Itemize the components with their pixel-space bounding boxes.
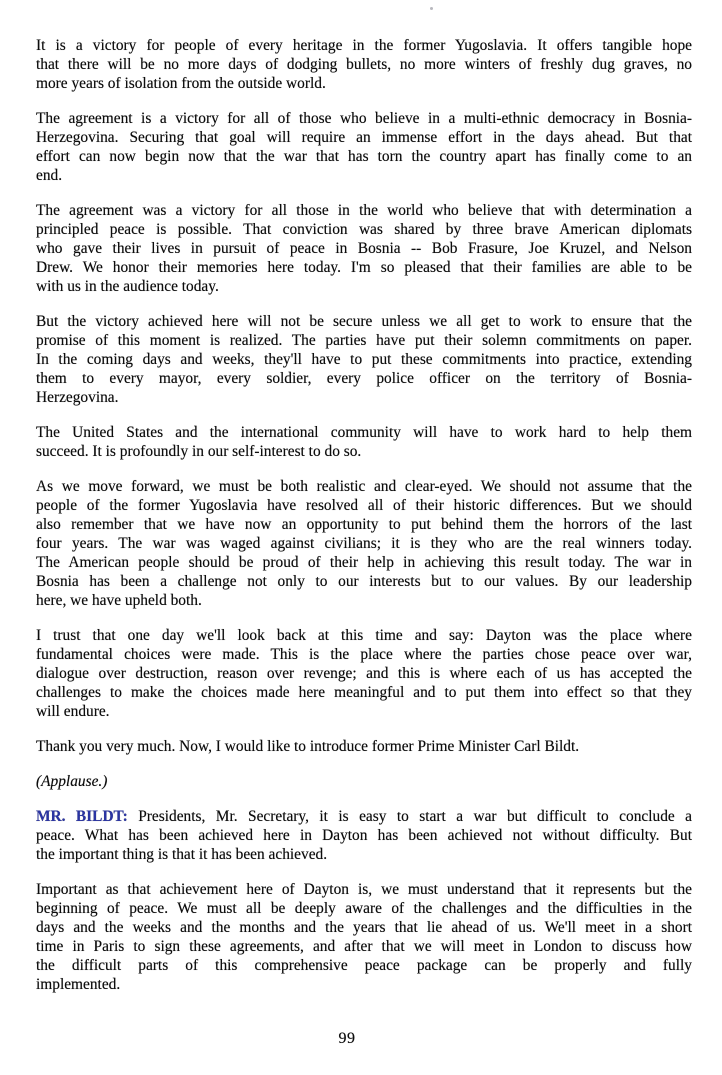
text-line: that there will be no more days of dodging bullets, no more winters of freshly dug graves, no — [36, 56, 692, 73]
paragraph — [36, 737, 692, 756]
text-line: time in Paris to sign these agreements, and after that we will meet in London to discuss how — [36, 938, 692, 955]
text-line: In the coming days and weeks, they'll have to put these commitments into practice, extending — [36, 351, 692, 368]
text-line: The agreement was a victory for all those in the world who believe that with determination a — [36, 202, 692, 219]
text-line: As we move forward, we must be both realistic and clear-eyed. We should not assume that the — [36, 478, 692, 495]
text-line: beginning of peace. We must all be deeply aware of the challenges and the difficulties in the — [36, 900, 692, 917]
text-line: peace. What has been achieved here in Dayton has been achieved not without difficulty. But — [36, 827, 692, 844]
paragraph — [36, 880, 692, 994]
text-line: But the victory achieved here will not be secure unless we all get to work to ensure that the — [36, 313, 692, 330]
text-line: MR. BILDT: Presidents, Mr. Secretary, it is easy to start a war but difficult to conclude a — [36, 808, 692, 825]
text-line: implemented. — [36, 976, 121, 993]
scan-artifact-dot — [430, 7, 433, 10]
text-line: Important as that achievement here of Dayton is, we must understand that it represents but the — [36, 881, 692, 898]
text-line: more years of isolation from the outside world. — [36, 75, 326, 92]
text-line: who gave their lives in pursuit of peace in Bosnia -- Bob Frasure, Joe Kruzel, and Nelson — [36, 240, 692, 257]
paragraph — [36, 109, 692, 185]
text-line: Herzegovina. — [36, 389, 119, 406]
text-line: people of the former Yugoslavia have resolved all of their historic differences. But we should — [36, 497, 692, 514]
text-line: the difficult parts of this comprehensive peace package can be properly and fully — [36, 957, 692, 974]
document-body — [36, 36, 692, 1010]
paragraph — [36, 36, 692, 93]
text-line: the important thing is that it has been achieved. — [36, 846, 328, 863]
text-line: principled peace is possible. That conviction was shared by three brave American diplomats — [36, 221, 692, 238]
text-line: end. — [36, 167, 63, 184]
text-line: four years. The war was waged against civilians; it is they who are the real winners today. — [36, 535, 692, 552]
paragraph — [36, 477, 692, 610]
paragraph — [36, 626, 692, 721]
text-line: Bosnia has been a challenge not only to our interests but to our values. By our leadership — [36, 573, 692, 590]
text-line: here, we have upheld both. — [36, 592, 202, 609]
text-line: challenges to make the choices made here meaningful and to put them into effect so that they — [36, 684, 692, 701]
text-line: dialogue over destruction, reason over revenge; and this is where each of us has accepted the — [36, 665, 692, 682]
text-line: The American people should be proud of their help in achieving this result today. The war in — [36, 554, 692, 571]
text-line: It is a victory for people of every heritage in the former Yugoslavia. It offers tangible hope — [36, 37, 692, 54]
text-line: Thank you very much. Now, I would like to introduce former Prime Minister Carl Bildt. — [36, 738, 580, 755]
page-number: 99 — [338, 1030, 356, 1047]
text-line: Herzegovina. Securing that goal will require an immense effort in the days ahead. But that — [36, 129, 692, 146]
text-line: (Applause.) — [36, 773, 108, 790]
text-line: them to every mayor, every soldier, every police officer on the territory of Bosnia- — [36, 370, 692, 387]
text-line: will endure. — [36, 703, 110, 720]
text-line: succeed. It is profoundly in our self-interest to do so. — [36, 443, 362, 460]
text-line: The agreement is a victory for all of those who believe in a multi-ethnic democracy in Bosnia- — [36, 110, 692, 127]
text-line: I trust that one day we'll look back at this time and say: Dayton was the place where — [36, 627, 692, 644]
text-line: promise of this moment is realized. The parties have put their solemn commitments on paper. — [36, 332, 692, 349]
text-line: with us in the audience today. — [36, 278, 219, 295]
text-line: fundamental choices were made. This is the place where the parties chose peace over war, — [36, 646, 692, 663]
paragraph — [36, 201, 692, 296]
text-line: The United States and the international community will have to work hard to help them — [36, 424, 692, 441]
paragraph — [36, 772, 692, 791]
text-line: also remember that we have now an opportunity to put behind them the horrors of the last — [36, 516, 692, 533]
paragraph — [36, 312, 692, 407]
text-line: effort can now begin now that the war that has torn the country apart has finally come to an — [36, 148, 692, 165]
paragraph — [36, 807, 692, 864]
paragraph — [36, 423, 692, 461]
text-line: days and the weeks and the months and the years that lie ahead of us. We'll meet in a short — [36, 919, 692, 936]
text-line: Drew. We honor their memories here today. I'm so pleased that their families are able to be — [36, 259, 692, 276]
speaker-label: MR. BILDT: — [36, 808, 128, 825]
